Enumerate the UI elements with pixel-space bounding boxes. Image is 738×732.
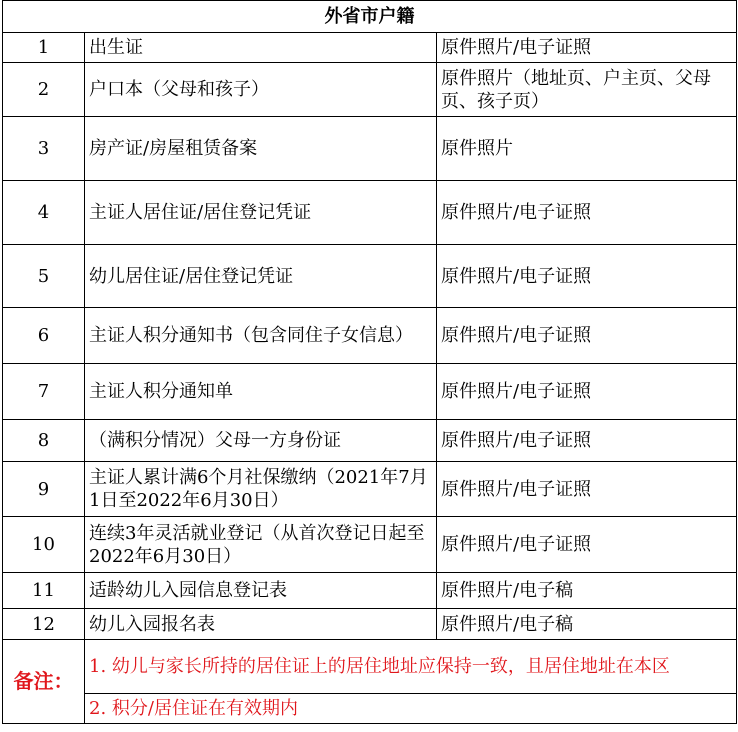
notes-row: [3, 640, 737, 694]
document-requirement: 原件照片/电子稿: [437, 609, 737, 640]
table-header-row: [3, 1, 737, 33]
note-item: 1. 幼儿与家长所持的居住证上的居住地址应保持一致，且居住地址在本区: [85, 640, 737, 694]
row-number: 8: [3, 420, 85, 462]
table-row: [3, 517, 737, 573]
document-name: 连续3年灵活就业登记（从首次登记日起至2022年6月30日）: [85, 517, 437, 573]
document-requirement: 原件照片/电子证照: [437, 245, 737, 308]
document-name: 主证人居住证/居住登记凭证: [85, 181, 437, 245]
row-number: 2: [3, 63, 85, 117]
document-requirement: 原件照片/电子稿: [437, 573, 737, 609]
document-name: （满积分情况）父母一方身份证: [85, 420, 437, 462]
row-number: 5: [3, 245, 85, 308]
table-title: 外省市户籍: [3, 1, 737, 33]
table-row: [3, 364, 737, 420]
notes-label: 备注：: [3, 640, 85, 724]
table-row: [3, 609, 737, 640]
document-requirement: 原件照片/电子证照: [437, 181, 737, 245]
document-name: 幼儿居住证/居住登记凭证: [85, 245, 437, 308]
table-row: [3, 308, 737, 364]
table-row: [3, 63, 737, 117]
document-name: 幼儿入园报名表: [85, 609, 437, 640]
document-requirement: 原件照片/电子证照: [437, 364, 737, 420]
row-number: 4: [3, 181, 85, 245]
document-requirement: 原件照片（地址页、户主页、父母页、孩子页）: [437, 63, 737, 117]
table-row: [3, 573, 737, 609]
document-name: 主证人积分通知书（包含同住子女信息）: [85, 308, 437, 364]
note-item: 2. 积分/居住证在有效期内: [85, 694, 737, 724]
row-number: 3: [3, 117, 85, 181]
document-name: 出生证: [85, 33, 437, 63]
row-number: 9: [3, 462, 85, 517]
document-name: 户口本（父母和孩子）: [85, 63, 437, 117]
document-requirement: 原件照片/电子证照: [437, 33, 737, 63]
table-row: [3, 117, 737, 181]
document-requirement: 原件照片/电子证照: [437, 462, 737, 517]
row-number: 11: [3, 573, 85, 609]
row-number: 6: [3, 308, 85, 364]
document-name: 适龄幼儿入园信息登记表: [85, 573, 437, 609]
table-row: [3, 462, 737, 517]
notes-row: [3, 694, 737, 724]
document-name: 主证人积分通知单: [85, 364, 437, 420]
table-row: [3, 420, 737, 462]
document-requirement: 原件照片/电子证照: [437, 517, 737, 573]
document-requirement: 原件照片/电子证照: [437, 420, 737, 462]
table-row: [3, 181, 737, 245]
documents-table: [2, 0, 737, 724]
row-number: 1: [3, 33, 85, 63]
table-row: [3, 33, 737, 63]
document-requirement: 原件照片: [437, 117, 737, 181]
row-number: 12: [3, 609, 85, 640]
document-name: 主证人累计满6个月社保缴纳（2021年7月1日至2022年6月30日）: [85, 462, 437, 517]
row-number: 10: [3, 517, 85, 573]
document-name: 房产证/房屋租赁备案: [85, 117, 437, 181]
table-row: [3, 245, 737, 308]
row-number: 7: [3, 364, 85, 420]
document-requirement: 原件照片/电子证照: [437, 308, 737, 364]
